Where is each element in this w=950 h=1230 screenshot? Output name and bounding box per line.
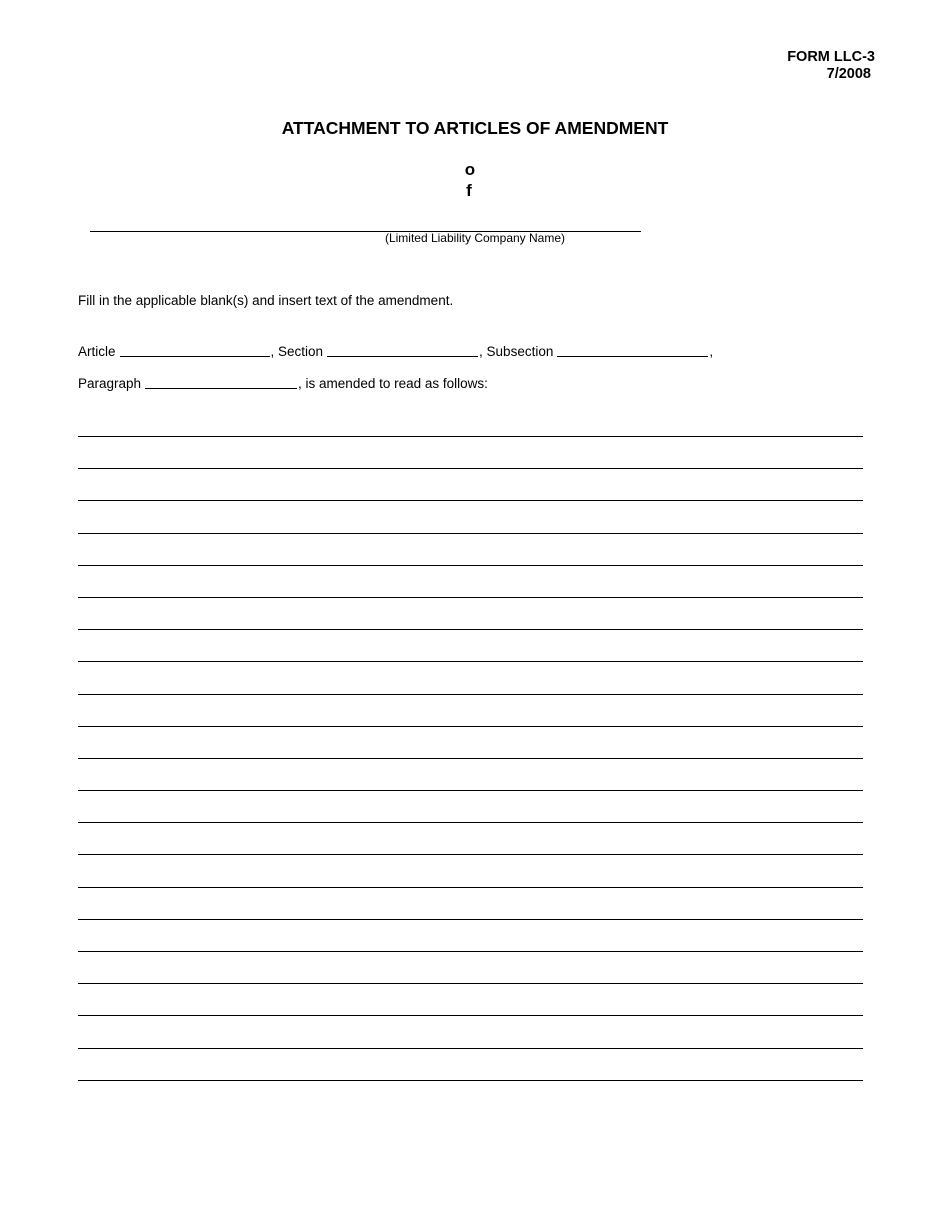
paragraph-label: Paragraph [78, 376, 142, 391]
amendment-line[interactable] [78, 951, 863, 952]
amendment-text-lines [78, 436, 863, 1112]
paragraph-row [78, 374, 488, 391]
amendment-line[interactable] [78, 629, 863, 630]
instruction-text: Fill in the applicable blank(s) and insert text of the amendment. [78, 293, 454, 308]
amendment-line[interactable] [78, 565, 863, 566]
amendment-line[interactable] [78, 694, 863, 695]
trailing-comma: , [709, 344, 714, 359]
amendment-line[interactable] [78, 533, 863, 534]
subsection-label: , Subsection [479, 344, 554, 359]
article-blank[interactable] [120, 342, 270, 357]
of-letter-f: f [466, 181, 472, 200]
amended-text: , is amended to read as follows: [298, 376, 488, 391]
amendment-line[interactable] [78, 887, 863, 888]
amendment-line[interactable] [78, 1048, 863, 1049]
amendment-line[interactable] [78, 597, 863, 598]
amendment-line[interactable] [78, 468, 863, 469]
amendment-line[interactable] [78, 726, 863, 727]
section-blank[interactable] [327, 342, 478, 357]
subsection-blank[interactable] [557, 342, 708, 357]
amendment-line[interactable] [78, 1015, 863, 1016]
article-section-row [78, 342, 713, 359]
amendment-line[interactable] [78, 500, 863, 501]
form-identifier [787, 49, 875, 83]
section-label: , Section [270, 344, 324, 359]
article-label: Article [78, 344, 116, 359]
amendment-line[interactable] [78, 983, 863, 984]
form-date: 7/2008 [826, 66, 871, 82]
amendment-line[interactable] [78, 790, 863, 791]
amendment-line[interactable] [78, 822, 863, 823]
amendment-line[interactable] [78, 758, 863, 759]
company-name-caption: (Limited Liability Company Name) [384, 231, 566, 245]
paragraph-blank[interactable] [145, 374, 297, 389]
amendment-line[interactable] [78, 1080, 863, 1081]
amendment-line[interactable] [78, 661, 863, 662]
amendment-line[interactable] [78, 919, 863, 920]
amendment-line[interactable] [78, 436, 863, 437]
form-number: FORM LLC-3 [787, 49, 875, 65]
amendment-line[interactable] [78, 854, 863, 855]
page-title: ATTACHMENT TO ARTICLES OF AMENDMENT [281, 118, 669, 138]
of-letter-o: o [464, 160, 476, 179]
